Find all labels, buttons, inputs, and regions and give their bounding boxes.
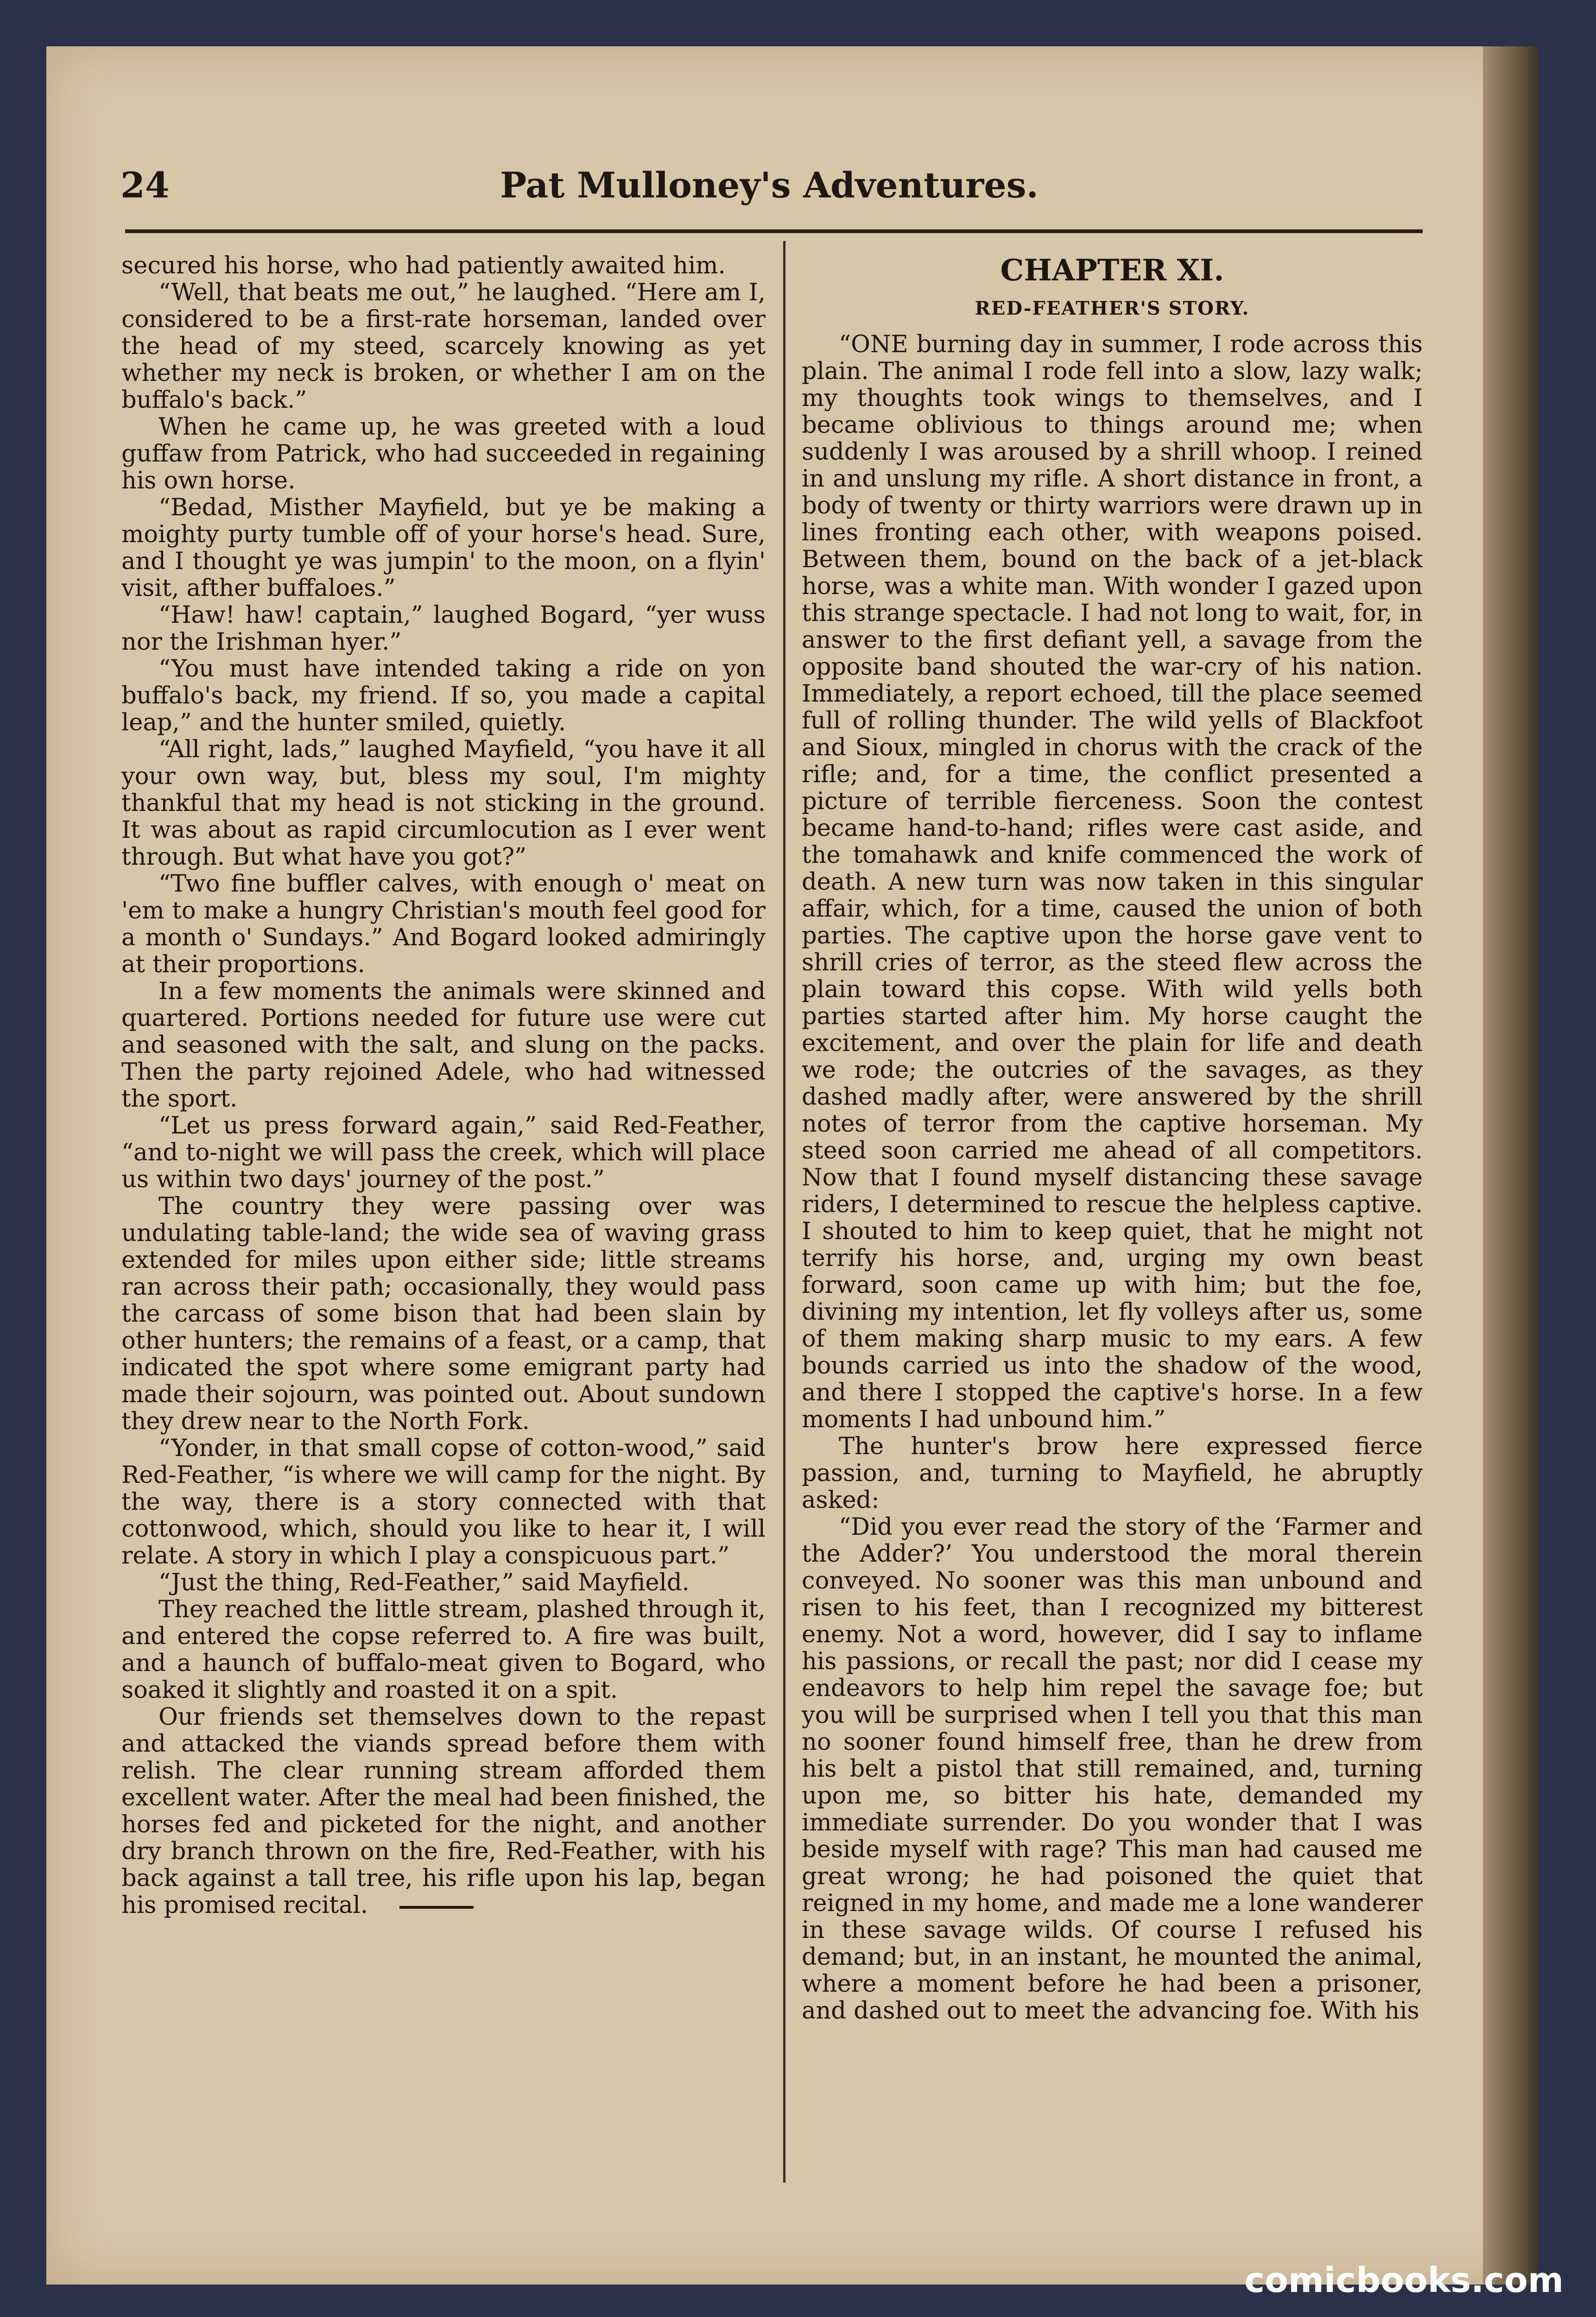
section-end-rule (399, 1906, 474, 1909)
paragraph: “Let us press forward again,” said Red-Feather, “and to-night we will pass the creek, which will place us within two days' journey of the post.” (121, 1112, 766, 1193)
chapter-title: CHAPTER XI. (1000, 253, 1224, 288)
column-divider (783, 241, 785, 2183)
paragraph: secured his horse, who had patiently awaited him. (121, 253, 726, 279)
paragraph: “Did you ever read the story of the ‘Farmer and the Adder?’ You understood the moral therein conveyed. No sooner was this man unbound and risen to his feet, than I recognized my bitterest enemy. Not a word, however, did I say to inflame his passions, or recall the past; nor did I cease my endeavors to help him repel the savage foe; but you will be surprised when I tell you that this man no sooner found himself free, than he drew from his belt a pistol that still remained, and, turning upon me, so bitter his hate, demanded my immediate surrender. Do you wonder that I was beside myself with rage? This man had caused me great wrong; he had poisoned the quiet that reigned in my home, and made me a lone wanderer in these savage wilds. Of course I refused his demand; but, in an instant, he mounted the animal, where a moment before he had been a prisoner, and dashed out to meet the advancing foe. With his (802, 1513, 1423, 2025)
paragraph: Our friends set themselves down to the repast and attacked the viands spread before them with relish. The clear running stream afforded them excellent water. After the meal had been finished, the horses fed and picketed for the night, and another dry branch thrown on the fire, Red-Feather, with his back against a tall tree, his rifle upon his lap, began his promised recital. (121, 1703, 766, 1919)
paragraph: “Two fine buffler calves, with enough o' meat on 'em to make a hungry Christian's mouth feel good for a month o' Sundays.” And Bogard looked admiringly at their proportions. (121, 870, 766, 978)
paragraph: “All right, lads,” laughed Mayfield, “you have it all your own way, but, bless my soul, I'm mighty thankful that my head is not sticking in the ground. It was about as rapid circumlocution as I ever went through. But what have you got?” (121, 736, 766, 871)
page-header (116, 165, 1423, 211)
left-column (121, 253, 766, 2176)
paragraph: “Just the thing, Red-Feather,” said Mayfield. (158, 1569, 690, 1596)
paragraph: “Haw! haw! captain,” laughed Bogard, “yer wuss nor the Irishman hyer.” (121, 601, 766, 656)
page-number: 24 (120, 165, 170, 206)
paragraph: “Well, that beats me out,” he laughed. “Here am I, considered to be a first-rate horseman, landed over the head of my steed, scarcely knowing as yet whether my neck is broken, or whether I am on the buffalo's back.” (121, 279, 766, 414)
right-column (802, 253, 1423, 2176)
paragraph: “ONE burning day in summer, I rode across this plain. The animal I rode fell into a slow, lazy walk; my thoughts took wings to themselves, and I became oblivious to things around me; when suddenly I was aroused by a shrill whoop. I reined in and unslung my rifle. A short distance in front, a body of twenty or thirty warriors were drawn up in lines fronting each other, with weapons poised. Between them, bound on the back of a jet-black horse, was a white man. With wonder I gazed upon this strange spectacle. I had not long to wait, for, in answer to the first defiant yell, a savage from the opposite band shouted the war-cry of his nation. Immediately, a report echoed, till the place seemed full of rolling thunder. The wild yells of Blackfoot and Sioux, mingled in chorus with the crack of the rifle; and, for a time, the conflict presented a picture of terrible fierceness. Soon the contest became hand-to-hand; rifles were cast aside, and the tomahawk and knife commenced the work of death. A new turn was now taken in this singular affair, which, for a time, caused the union of both parties. The captive upon the horse gave vent to shrill cries of terror, as the steed flew across the plain toward this copse. With wild yells both parties started after him. My horse caught the excitement, and over the plain for life and death we rode; the outcries of the savages, as they dashed madly after, were answered by the shrill notes of terror from the captive horseman. My steed soon carried me ahead of all competitors. Now that I found myself distancing these savage riders, I determined to rescue the helpless captive. I shouted to him to keep quiet, that he might not terrify his horse, and, urging my own beast forward, soon came up with him; but the foe, divining my intention, let fly volleys after us, some of them making sharp music to my ears. A few bounds carried us into the shadow of the wood, and there I stopped the captive's horse. In a few moments I had unbound him.” (802, 331, 1423, 1433)
paragraph: They reached the little stream, plashed through it, and entered the copse referred to. A fire was built, and a haunch of buffalo-meat given to Bogard, who soaked it slightly and roasted it on a spit. (121, 1596, 766, 1704)
page-edge (1483, 46, 1539, 2285)
paragraph: When he came up, he was greeted with a loud guffaw from Patrick, who had succeeded in regaining his own horse. (121, 413, 766, 494)
site-watermark: comicbooks.com (1244, 2260, 1564, 2300)
header-rule (125, 229, 1423, 233)
paragraph: In a few moments the animals were skinned and quartered. Portions needed for future use were cut and seasoned with the salt, and slung on the packs. Then the party rejoined Adele, who had witnessed the sport. (121, 978, 766, 1113)
chapter-subtitle: RED-FEATHER'S STORY. (975, 298, 1250, 319)
paragraph: The country they were passing over was undulating table-land; the wide sea of waving grass extended for miles upon either side; little streams ran across their path; occasionally, they would pass the carcass of some bison that had been slain by other hunters; the remains of a feast, or a camp, that indicated the spot where some emigrant party had made their sojourn, was pointed out. About sundown they drew near to the North Fork. (121, 1193, 766, 1435)
paragraph: The hunter's brow here expressed fierce passion, and, turning to Mayfield, he abruptly asked: (802, 1433, 1423, 1514)
paragraph: “Yonder, in that small copse of cotton-wood,” said Red-Feather, “is where we will camp for the night. By the way, there is a story connected with that cottonwood, which, should you like to hear it, I will relate. A story in which I play a conspicuous part.” (121, 1435, 766, 1570)
paragraph: “You must have intended taking a ride on yon buffalo's back, my friend. If so, you made a capital leap,” and the hunter smiled, quietly. (121, 655, 766, 736)
running-title: Pat Mulloney's Adventures. (500, 165, 1039, 206)
paragraph: “Bedad, Misther Mayfield, but ye be making a moighty purty tumble off of your horse's head. Sure, and I thought ye was jumpin' to the moon, on a flyin' visit, afther buffaloes.” (121, 494, 766, 602)
